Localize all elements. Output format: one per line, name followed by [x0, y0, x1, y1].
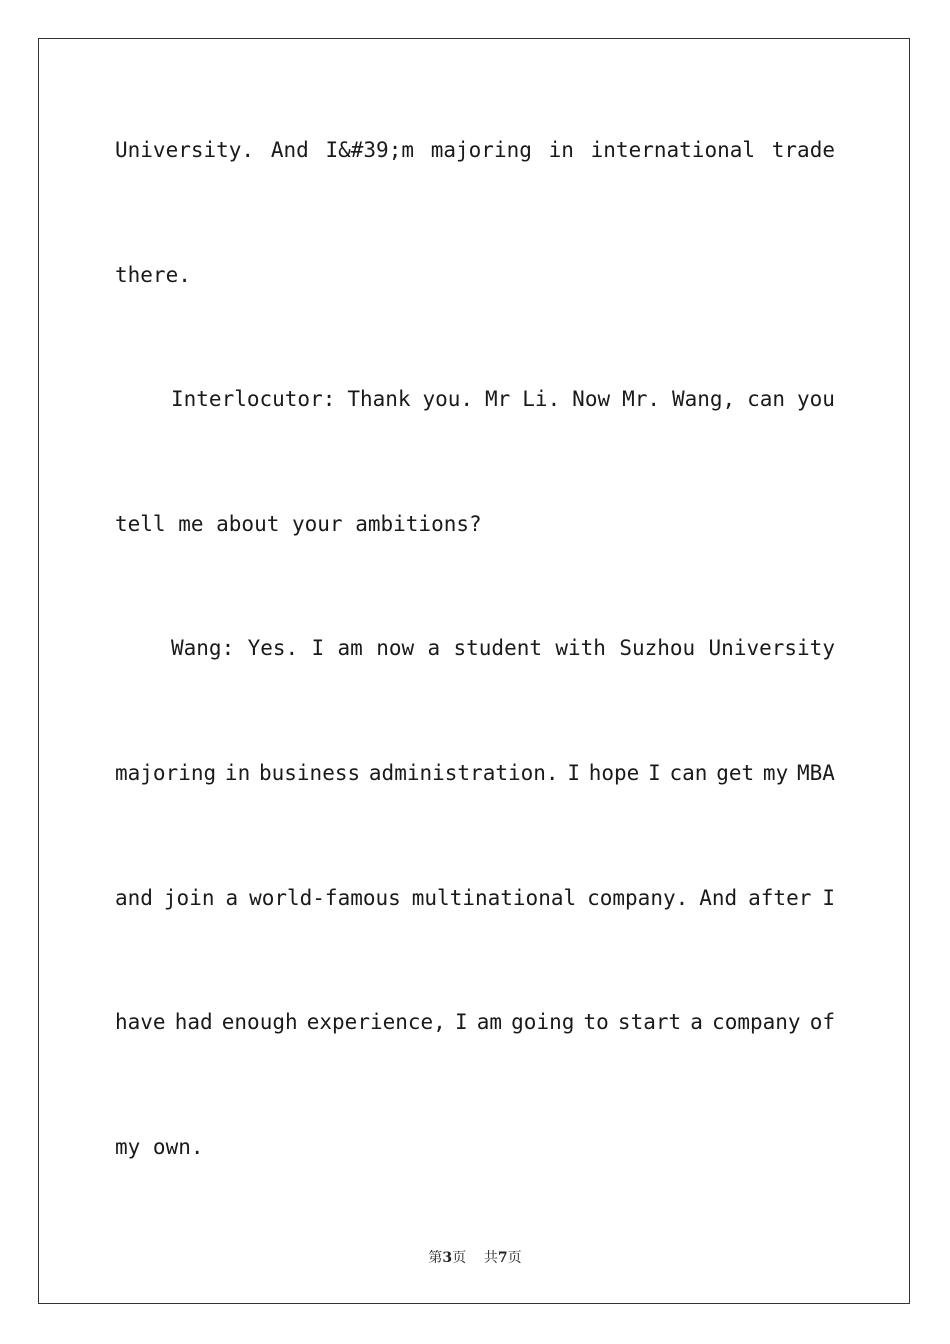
text-line: majoring in business administration. I hope I can get my MBA: [115, 761, 835, 785]
text-line: Interlocutor: Thank you. Mr Li. Now Mr. Wang, can you: [171, 387, 835, 411]
footer-total-prefix: 共: [483, 1250, 498, 1266]
text-line: have had enough experience, I am going to start a company of: [115, 1010, 835, 1034]
page-footer: [0, 1247, 950, 1267]
text-line: Wang: Yes. I am now a student with Suzhou University: [171, 636, 835, 660]
footer-total-suffix: 页: [507, 1250, 522, 1266]
text-line: my own.: [115, 1135, 204, 1159]
text-line: there.: [115, 263, 191, 287]
total-page-number: 7: [497, 1250, 508, 1266]
current-page-number: 3: [442, 1250, 453, 1266]
page-border: [38, 38, 910, 1304]
text-line: University. And I&#39;m majoring in international trade: [115, 138, 835, 162]
text-line: and join a world-famous multinational company. And after I: [115, 886, 835, 910]
footer-page-suffix: 页: [452, 1250, 467, 1266]
footer-prefix: 第: [428, 1250, 443, 1266]
text-line: tell me about your ambitions?: [115, 512, 482, 536]
